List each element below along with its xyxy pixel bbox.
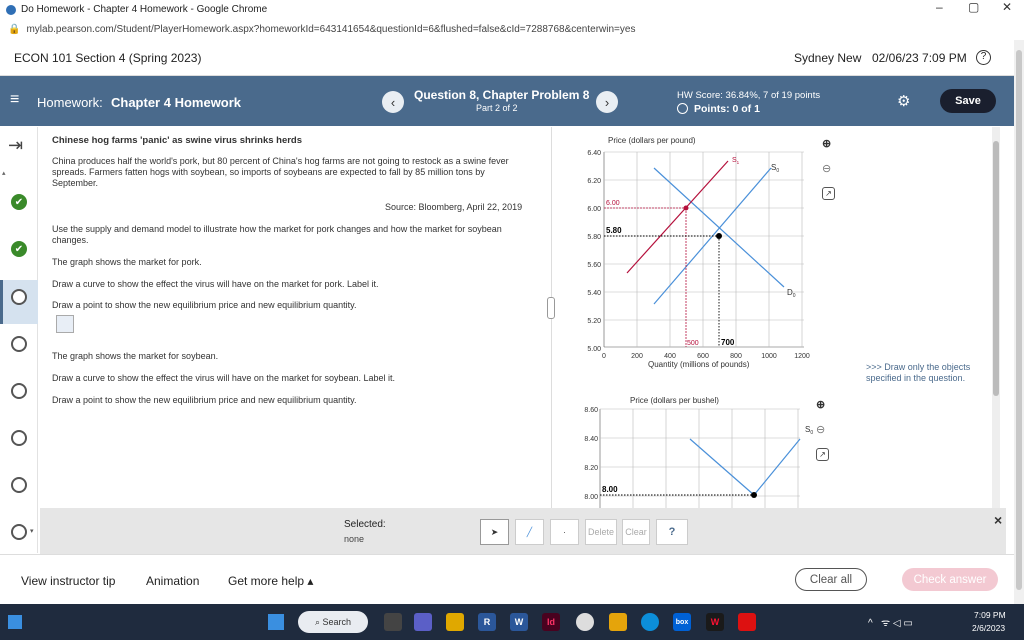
question-sidebar (0, 127, 38, 553)
chrome-icon (6, 5, 16, 15)
d0-subscript: 0 (792, 293, 796, 299)
x-tick: 600 (697, 353, 709, 360)
menu-icon[interactable]: ≡ (10, 91, 20, 108)
course-header (0, 40, 1014, 76)
homework-label: Homework: (37, 95, 103, 110)
new-qty-label: 500 (687, 340, 699, 347)
box-icon[interactable]: box (673, 613, 691, 631)
pork-intro: The graph shows the market for pork. (52, 257, 202, 267)
question-title: Question 8, Chapter Problem 8 (414, 88, 590, 102)
article-body: China produces half the world's pork, but 80 percent of China's hog farms are not going to restock as a swine fever spreads. Farmers fatten hogs with soybean, so imports of soybeans are expected to fall by 85 million tons by September. (52, 156, 509, 188)
task-view-icon[interactable] (384, 613, 402, 631)
clear-all-button[interactable]: Clear all (795, 568, 867, 591)
instructor-tip-link[interactable]: View instructor tip (21, 574, 116, 588)
soy-intro: The graph shows the market for soybean. (52, 351, 219, 361)
s1-letter: S (732, 157, 737, 164)
question-content (40, 127, 1006, 508)
pane-resize-handle[interactable] (547, 297, 555, 319)
question-circle-icon[interactable] (11, 289, 27, 305)
question-circle-icon[interactable] (11, 430, 27, 446)
soy-popout-icon[interactable]: ↗ (816, 448, 829, 461)
lock-icon: 🔒 (8, 24, 21, 35)
s0-letter: S (771, 163, 777, 172)
word-r-icon[interactable]: R (478, 613, 496, 631)
question-circle-icon[interactable] (11, 336, 27, 352)
page-scroll-thumb[interactable] (1016, 50, 1022, 590)
toolbar-help-button[interactable]: ? (656, 519, 688, 545)
get-more-help-link[interactable]: Get more help ▴ (228, 574, 314, 588)
soy-equilibrium-point[interactable] (751, 492, 757, 498)
pork-graph[interactable] (568, 132, 818, 382)
pork-xlabel: Quantity (millions of pounds) (648, 360, 750, 369)
zoom-in-icon[interactable]: ⊕ (822, 138, 832, 150)
new-price-label: 6.00 (606, 200, 620, 207)
minimize-icon[interactable]: – (936, 0, 943, 14)
article-source: Source: Bloomberg, April 22, 2019 (385, 202, 523, 212)
zoom-out-icon[interactable]: ⊖ (822, 163, 832, 175)
x-tick: 0 (602, 353, 606, 360)
s1-subscript: 1 (736, 160, 740, 165)
soy-s0-label (805, 425, 813, 436)
soy-y-tick: 8.60 (584, 407, 598, 414)
x-tick: 800 (730, 353, 742, 360)
instructions: Use the supply and demand model to illustrate how the market for pork changes and how the market for soybean changes. (52, 224, 502, 245)
pork-ylabel: Price (dollars per pound) (608, 136, 696, 145)
prev-question-button[interactable]: ‹ (382, 91, 404, 113)
footer-bar (0, 554, 1014, 604)
s0-subscript: 0 (776, 168, 780, 174)
s0-label (771, 163, 779, 174)
save-button[interactable]: Save (940, 89, 996, 113)
selected-value: none (344, 534, 365, 544)
points: Points: 0 of 1 (694, 103, 760, 115)
next-question-button[interactable]: › (596, 91, 618, 113)
url-text[interactable]: mylab.pearson.com/Student/PlayerHomework.aspx?homeworkId=643141654&questionId=6&flushed=false&cId=7288768&centerwin=yes (26, 24, 636, 35)
points-circle-icon (677, 103, 688, 114)
graph-toolbar (40, 508, 1006, 554)
y-tick: 5.40 (587, 290, 601, 297)
soy-s0-subscript: 0 (810, 430, 814, 436)
acrobat-icon[interactable] (738, 613, 756, 631)
clear-button[interactable]: Clear (622, 519, 650, 545)
gear-icon[interactable]: ⚙ (897, 93, 911, 110)
address-bar[interactable] (0, 19, 1024, 40)
supply-curve-s1[interactable] (627, 161, 728, 273)
eq-price-label: 5.80 (606, 226, 622, 235)
article-headline: Chinese hog farms 'panic' as swine virus shrinks herds (52, 135, 303, 146)
window-titlebar (0, 0, 1024, 19)
scroll-down-icon[interactable]: ▾ (30, 528, 34, 535)
soy-grid (600, 409, 800, 508)
new-equilibrium-point[interactable] (684, 206, 689, 211)
teams-icon[interactable] (414, 613, 432, 631)
draw-hint: >>> Draw only the objects specified in the question. (866, 362, 971, 383)
x-tick: 1200 (794, 353, 810, 360)
indesign-icon[interactable]: Id (542, 613, 560, 631)
selected-label: Selected: (344, 519, 386, 530)
scroll-up-icon[interactable]: ▴ (2, 170, 6, 177)
chrome-taskbar-icon[interactable] (446, 613, 464, 631)
question-complete-icon[interactable]: ✔ (11, 194, 27, 210)
taskbar-time: 7:09 PM (974, 610, 1006, 620)
user-name[interactable]: Sydney New (794, 51, 862, 65)
restore-icon[interactable]: ▢ (968, 0, 980, 14)
close-toolbar-icon[interactable]: × (994, 512, 1003, 528)
expand-sidebar-icon[interactable]: ⇥ (8, 135, 24, 155)
x-tick: 200 (631, 353, 643, 360)
y-tick: 5.20 (587, 318, 601, 325)
pork-curve-instruction: Draw a curve to show the effect the virus will have on the market for pork. Label it. (52, 279, 379, 289)
help-icon[interactable]: ? (976, 50, 991, 65)
soy-eq-price-label: 8.00 (602, 485, 618, 494)
taskbar-date: 2/6/2023 (972, 623, 1006, 633)
soy-curve-instruction: Draw a curve to show the effect the virus will have on the market for soybean. Label it. (52, 373, 396, 383)
y-tick: 6.00 (587, 206, 601, 213)
tray-icons[interactable]: ^ ᯤ ◁ ▭ (868, 618, 913, 629)
question-circle-icon[interactable] (11, 383, 27, 399)
y-tick: 6.20 (587, 178, 601, 185)
equilibrium-point[interactable] (716, 233, 722, 239)
point-tool-button[interactable]: · (550, 519, 579, 545)
pork-grid (604, 152, 804, 347)
question-circle-icon[interactable] (11, 524, 27, 540)
x-tick: 1000 (761, 353, 777, 360)
soy-y-tick: 8.00 (584, 494, 598, 501)
taskbar-search[interactable]: ⌕ Search (298, 611, 368, 633)
question-part: Part 2 of 2 (476, 103, 518, 113)
windows-taskbar (0, 604, 1024, 640)
x-tick: 400 (664, 353, 676, 360)
hw-score: HW Score: 36.84%, 7 of 19 points (677, 90, 821, 101)
soy-point-instruction: Draw a point to show the new equilibrium price and new equilibrium quantity. (52, 395, 357, 405)
y-tick: 5.60 (587, 262, 601, 269)
datetime: 02/06/23 7:09 PM (872, 51, 967, 65)
pork-point-instruction: Draw a point to show the new equilibrium price and new equilibrium quantity. (52, 300, 357, 310)
word-icon[interactable]: W (510, 613, 528, 631)
y-tick: 6.40 (587, 150, 601, 157)
file-explorer-icon[interactable] (609, 613, 627, 631)
content-scrollbar[interactable] (992, 127, 1000, 508)
soy-zoom-in-icon[interactable]: ⊕ (816, 399, 826, 411)
delete-button[interactable]: Delete (585, 519, 617, 545)
homework-bar (0, 76, 1014, 126)
s1-label (732, 157, 740, 165)
soy-s0-letter: S (805, 425, 811, 434)
soy-graph[interactable] (568, 392, 818, 508)
start-icon[interactable] (8, 615, 22, 629)
soy-zoom-out-icon[interactable]: ⊖ (816, 424, 826, 436)
pointer-tool-button[interactable]: ➤ (480, 519, 509, 545)
course-title: ECON 101 Section 4 (Spring 2023) (14, 51, 202, 65)
homework-name: Chapter 4 Homework (111, 95, 242, 110)
eq-qty-label: 700 (721, 338, 735, 347)
soy-ylabel: Price (dollars per bushel) (630, 396, 719, 405)
soy-y-tick: 8.40 (584, 436, 598, 443)
question-circle-icon[interactable] (11, 477, 27, 493)
animation-link[interactable]: Animation (146, 574, 200, 588)
d0-label (787, 288, 796, 299)
soy-y-tick: 8.20 (584, 465, 598, 472)
d0-letter: D (787, 288, 793, 297)
content-scroll-thumb[interactable] (993, 141, 999, 396)
y-tick: 5.80 (587, 234, 601, 241)
taskbar-search-label: Search (322, 617, 352, 627)
app-badge-icon[interactable]: W (706, 613, 724, 631)
page-scrollbar[interactable] (1014, 40, 1024, 604)
window-title: Do Homework - Chapter 4 Homework - Google Chrome (21, 4, 268, 15)
graph-tool-icon[interactable] (56, 315, 74, 333)
close-window-icon[interactable]: ✕ (1002, 0, 1013, 14)
check-answer-button[interactable]: Check answer (902, 568, 998, 591)
line-tool-button[interactable]: ╱ (515, 519, 544, 545)
question-complete-icon[interactable]: ✔ (11, 241, 27, 257)
windows-logo-icon[interactable] (268, 614, 284, 630)
edge-icon[interactable] (641, 613, 659, 631)
y-tick: 5.00 (587, 346, 601, 353)
app-icon[interactable] (576, 613, 594, 631)
popout-icon[interactable]: ↗ (822, 187, 835, 200)
